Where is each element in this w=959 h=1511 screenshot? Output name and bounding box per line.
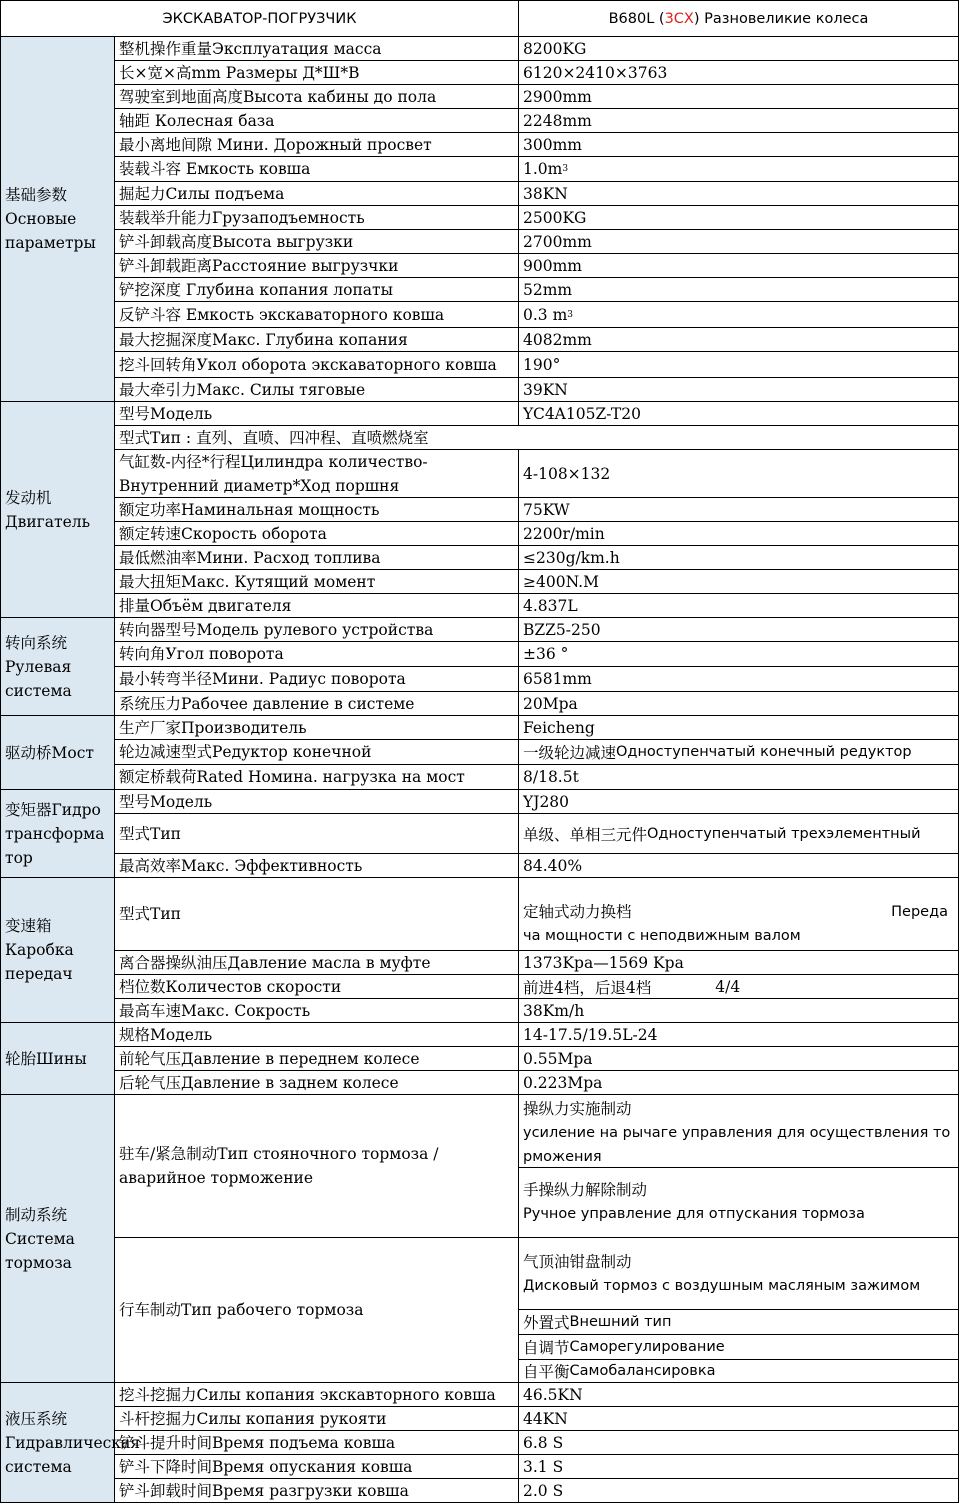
text-fragment: 整机操作重量Эксплуатация масса [119,39,382,58]
spec-value [519,1407,959,1431]
text-fragment: Внешний тип [569,1314,672,1330]
spec-label [115,254,519,278]
text-fragment: 铲挖深度 Глубина копания лопаты [119,280,393,299]
text-line: Ручное управление для отпускания тормоза [523,1206,865,1222]
text-fragment: 气缸数-内径*行程Цилиндра количество-Внутренний диаметр*Ход поршня [119,452,428,495]
spec-label [115,790,519,814]
spec-value [519,402,959,426]
text-fragment: 20Mpa [523,694,578,713]
spec-value [519,61,959,85]
spec-label [115,1071,519,1095]
spec-label [115,1023,519,1047]
spec-label [115,1479,519,1503]
text-fragment: 外置式 [523,1314,570,1332]
category-engine [0,402,115,618]
spec-label [115,999,519,1023]
spec-label [115,230,519,254]
spec-label [115,157,519,182]
spec-value [519,951,959,975]
text-fragment: 制动系统Система тормоза [5,1205,75,1272]
text-fragment: 铲斗卸载距离Расстояние выгрузчки [119,256,399,275]
spec-label [115,618,519,642]
spec-value [519,206,959,230]
text-fragment: YJ280 [523,792,570,811]
text-fragment: 转向角Угол поворота [119,645,284,663]
text-fragment: 最高效率Макс. Эффективность [119,856,363,875]
text-fragment: Переда [891,904,948,920]
text-fragment: 轮边减速型式Редуктор конечной [119,743,372,761]
text-fragment: 行车制动Тип рабочего тормоза [119,1301,364,1319]
text-fragment: 驱动桥Мост [5,743,94,762]
text-fragment: 装载斗容 Емкость ковша [119,160,311,178]
text-fragment: ЭКСКАВАТОР-ПОГРУЗЧИК [162,10,357,27]
text-fragment: 铲斗卸载高度Высота выгрузки [119,232,354,251]
text-fragment: 自平衡 [523,1363,570,1381]
spec-label [115,182,519,206]
spec-label [115,546,519,570]
brake-parking-value-2 [519,1168,959,1238]
text-fragment: ≥400N.M [523,572,599,591]
text-fragment: ≤230g/km.h [523,548,620,567]
spec-label [115,1407,519,1431]
spec-label [115,109,519,133]
spec-label [115,402,519,426]
spec-value [519,182,959,206]
spec-value [519,790,959,814]
text-fragment: 型式Тип [119,905,182,923]
spec-label [115,426,959,450]
text-fragment: 铲斗下降时间Время опускания ковша [119,1457,413,1476]
category-basic [0,37,115,402]
text-fragment: 2248mm [523,111,592,130]
text-fragment: 300mm [523,135,582,154]
spec-value [519,618,959,642]
spec-value [519,546,959,570]
text-fragment: 84.40% [523,856,583,875]
text-fragment: 46.5KN [523,1385,583,1404]
text-fragment: 39KN [523,380,568,399]
text-fragment: Одноступенчатый конечный редуктор [616,744,912,760]
text-line: 手操纵力解除制动 [523,1181,648,1199]
spec-value [519,570,959,594]
spec-value [519,642,959,667]
text-fragment: 转向系统 Рулевая система [5,633,72,700]
spec-label [115,975,519,999]
spec-value [519,999,959,1023]
text-fragment: 最高车速Макс. Сокрость [119,1001,311,1020]
spec-label [115,594,519,618]
text-fragment: 52mm [523,280,573,299]
text-fragment: 2500KG [523,208,587,227]
text-fragment: 4-108×132 [523,464,611,483]
spec-value [519,328,959,352]
value-line [523,880,954,924]
text-fragment: Самобалансировка [569,1363,716,1379]
text-line: Дисковый тормоз с воздушным масляным зажимом [523,1278,921,1294]
spec-value [519,1047,959,1071]
text-fragment: 额定桥载荷Rated Номина. нагрузка на мост [119,768,465,786]
spec-value [519,378,959,402]
text-fragment: 规格Модель [119,1025,213,1044]
spec-label [115,692,519,716]
text-fragment: 装载举升能力Грузаподъемность [119,208,365,227]
spec-value [519,765,959,790]
text-fragment: 排量Объём двигателя [119,596,292,615]
text-fragment: 驻车/紧急制动Тип стояночного тормоза / аварийное торможение [119,1145,439,1187]
text-fragment: 转向器型号Модель рулевого устройства [119,620,434,639]
text-fragment: 基础参数 Основые параметры [5,186,96,252]
spec-label [115,951,519,975]
spec-label [115,328,519,352]
text-fragment: 0.3 m [523,305,568,324]
text-fragment: 14-17.5/19.5L-24 [523,1025,658,1044]
spec-label [115,61,519,85]
spec-label [115,740,519,765]
spec-label [115,85,519,109]
category-brakes [0,1095,115,1383]
text-fragment: 额定功率Наминальная мощность [119,500,380,519]
spec-value [519,1479,959,1503]
text-fragment: 38Km/h [523,1001,585,1020]
text-fragment: 型式Тип : 直列、直喷、四冲程、直喷燃烧室 [119,428,429,447]
text-fragment: 掘起力Силы подъема [119,184,285,203]
text-fragment: 1373Kpa—1569 Kpa [523,953,684,972]
text-fragment: 轮胎Шины [5,1049,87,1068]
text-fragment: 4.837L [523,596,578,615]
text-fragment: 生产厂家Производитель [119,718,307,737]
text-fragment: 自调节 [523,1339,570,1357]
spec-label [115,642,519,667]
text-fragment: 最小转弯半径Мини. Радиус поворота [119,670,406,688]
spec-label [115,1431,519,1455]
text-fragment: 铲斗提升时间Время подъема ковша [119,1433,396,1452]
text-fragment: 3.1 S [523,1457,564,1476]
text-fragment: 8200KG [523,39,587,58]
text-fragment: 75KW [523,500,570,519]
spec-value [519,37,959,61]
text-line: 操纵力实施制动 [523,1100,632,1118]
text-line: усиление на рычаге управления для осуществления то [523,1125,951,1141]
spec-value [519,1071,959,1095]
brake-service-value-1 [519,1238,959,1310]
spec-value [519,278,959,302]
spec-value [519,1431,959,1455]
text-fragment: 190° [523,355,561,374]
text-fragment: 反铲斗容 Емкость экскаваторного ковша [119,305,445,324]
text-fragment: 0.223Mpa [523,1073,603,1092]
spec-label [115,570,519,594]
spec-value [519,716,959,740]
text-fragment: ±36 ° [523,645,569,663]
spec-value [519,230,959,254]
spec-value: 0.3 m 3 [519,302,959,328]
spec-value [519,667,959,692]
text-fragment: 离合器操纵油压Давление масла в муфте [119,953,431,972]
spec-label [115,302,519,328]
spec-value [519,254,959,278]
spec-label [115,1047,519,1071]
brake-service-value-3 [519,1335,959,1360]
text-fragment: 长×宽×高mm Размеры Д*Ш*В [119,63,360,82]
spec-label [115,498,519,522]
text-fragment: 1.0m [523,160,563,178]
text-fragment: 900mm [523,256,582,275]
text-fragment: 定轴式动力换档 [523,903,632,921]
spec-label [115,667,519,692]
spec-label [115,352,519,378]
text-fragment: 型号Модель [119,404,213,423]
category-axle [0,716,115,790]
text-fragment: 8/18.5t [523,768,579,786]
text-fragment: 前进4档，后退4档 [523,978,652,997]
spec-value [519,594,959,618]
header-model-title [519,0,959,37]
text-fragment: 斗杆挖掘力Силы копания рукояти [119,1409,387,1428]
spec-value [519,352,959,378]
text-fragment: 挖斗回转角Укол оборота экскаваторного ковша [119,355,497,374]
spec-value [519,85,959,109]
spec-value [519,814,959,854]
brake-parking-value-1 [519,1095,959,1168]
spec-label [115,1455,519,1479]
text-fragment: 最大牵引力Макс. Силы тяговые [119,380,366,399]
spec-value [519,522,959,546]
text-fragment: 前轮气压Давление в переднем колесе [119,1049,420,1068]
text-fragment: 后轮气压Давление в заднем колесе [119,1073,399,1092]
category-hydraulic [0,1383,141,1503]
category-converter [0,790,115,878]
text-fragment: 挖斗挖掘力Силы копания экскавторного ковша [119,1385,496,1404]
spec-value [519,878,959,951]
text-fragment: 铲斗卸载时间Время разгрузки ковша [119,1481,409,1500]
text-fragment: 变矩器Гидро трансформа тор [5,800,105,867]
spec-value [519,1383,959,1407]
brake-service-label [115,1238,519,1383]
text-fragment: 2200r/min [523,524,605,543]
text-fragment: 变速箱Каробка передач [5,917,74,983]
text-fragment: 驾驶室到地面高度Высота кабины до пола [119,87,437,106]
spec-value [519,109,959,133]
text-fragment: 型式Тип [119,824,182,843]
spec-label [115,450,519,498]
text-line: 气顶油钳盘制动 [523,1253,632,1271]
header-title-left [0,0,519,37]
text-fragment: 6581mm [523,670,592,688]
text-fragment: ) Разновеликие колеса [693,10,869,27]
text-fragment: 最低燃油率Мини. Расход топлива [119,548,381,567]
spec-value [519,1455,959,1479]
text-fragment: 最大挖掘深度Макс. Глубина копания [119,330,408,349]
text-fragment: 发动机 Двигатель [5,488,91,531]
model-highlight: 3CX [664,10,694,27]
spec-label [115,206,519,230]
text-fragment: 2.0 S [523,1481,564,1500]
text-fragment: 系统压力Рабочее давление в системе [119,694,415,713]
spec-value [519,692,959,716]
text-fragment: BZZ5-250 [523,620,601,639]
text-line: рможения [523,1149,602,1165]
text-fragment: 0.55Mpa [523,1049,593,1068]
text-fragment: 6120×2410×3763 [523,63,668,82]
spec-value [519,450,959,498]
text-fragment: 一级轮边减速 [523,744,617,762]
text-fragment: Саморегулирование [569,1339,725,1355]
text-fragment: 4/4 [715,977,741,996]
spec-label [115,765,519,790]
category-tires [0,1023,115,1095]
text-fragment: 6.8 S [523,1433,564,1452]
spec-value [519,133,959,157]
spec-value [519,1023,959,1047]
text-fragment: 型号Модель [119,792,213,811]
spec-label [115,37,519,61]
brake-service-value-4 [519,1360,959,1383]
spec-value: 1.0m 3 [519,157,959,182]
spec-label [115,378,519,402]
spec-label [115,133,519,157]
text-line: ча мощности с неподвижным валом [523,928,801,944]
text-fragment: 最小离地间隙 Мини. Дорожный просвет [119,135,432,154]
brake-service-value-2 [519,1310,959,1335]
text-fragment: 最大扭矩Макс. Кутящий момент [119,572,376,591]
spec-label [115,1383,519,1407]
text-fragment: 轴距 Колесная база [119,111,275,130]
text-fragment: Feicheng [523,718,595,737]
category-gearbox [0,878,115,1023]
text-fragment: Одноступенчатый трехэлементный [647,825,921,842]
spec-label [115,854,519,878]
spec-label [115,878,519,951]
text-fragment: YC4A105Z-T20 [523,404,641,423]
text-fragment: B680L ( [608,10,665,27]
spec-value [519,854,959,878]
spec-label [115,814,519,854]
spec-label [115,278,519,302]
spec-value [519,740,959,765]
spec-value [519,498,959,522]
text-fragment: 单级、单相三元件 [523,825,648,844]
text-fragment: 4082mm [523,330,592,349]
spec-label [115,522,519,546]
spec-value [519,975,959,999]
category-steering [0,618,115,716]
text-fragment: 档位数Количестов скорости [119,977,342,996]
text-fragment: 44KN [523,1409,568,1428]
brake-parking-label [115,1095,519,1238]
text-fragment: 2900mm [523,87,592,106]
text-fragment: 2700mm [523,232,592,251]
text-fragment: 38KN [523,184,568,203]
spec-label [115,716,519,740]
text-fragment: 额定转速Скорость оборота [119,524,327,543]
text-fragment: 液压系统Гидравлическая система [5,1409,141,1476]
